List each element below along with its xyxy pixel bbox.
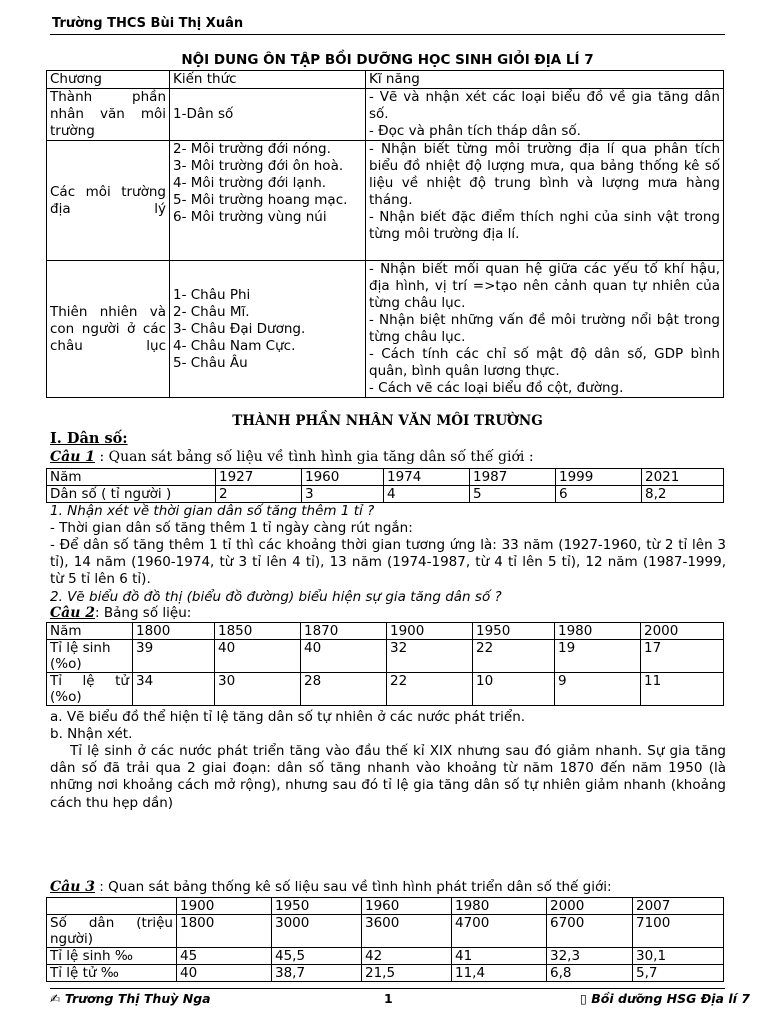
- table-cell: 3: [302, 486, 384, 503]
- chapter-cell: [47, 261, 170, 398]
- header-cell: Kĩ năng: [366, 71, 724, 89]
- knowledge-item: 4- Châu Nam Cực.: [173, 337, 296, 354]
- answer-paragraph: - Để dân số tăng thêm 1 tỉ thì các khoảng thời gian tương ứng là: 33 năm (1927-1960, từ 2 tỉ lên 3 tỉ), 14 năm (1960-1974, từ 3 tỉ lên 4 tỉ), 13 năm (1974-1987, từ 4 tỉ lên 5 tỉ), 12 năm (1987-1999, từ 5 tỉ lên 6 tỉ).: [50, 537, 726, 588]
- table-cell: 30: [215, 673, 301, 706]
- knowledge-item: 6- Môi trường vùng núi: [173, 209, 327, 225]
- book-icon: ▯: [580, 991, 587, 1006]
- subject-name: Bồi dưỡng HSG Địa lí 7: [591, 991, 750, 1006]
- table-row: [47, 965, 724, 982]
- chapter-cell: Thành phần nhân văn môi trường: [47, 89, 170, 141]
- table-cell: 11: [641, 673, 724, 706]
- table-cell: 2007: [633, 898, 724, 915]
- table-row: [47, 89, 724, 141]
- table-cell: 17: [641, 640, 724, 673]
- table-cell: 38,7: [272, 965, 362, 982]
- skills-cell: [366, 141, 724, 261]
- table-row: [47, 623, 724, 640]
- skill-item: - Nhận biệt những vấn đề môi trường nổi bật trong từng châu lục.: [369, 312, 720, 345]
- footer-subject: [580, 991, 750, 1006]
- knowledge-item: 2- Châu Mĩ.: [173, 303, 250, 320]
- table-cell: 1900: [177, 898, 272, 915]
- skill-item: - Nhận biết từng môi trường địa lí qua phân tích biểu đồ nhiệt độ lượng mưa, qua bảng thống kê số liệu về nhiệt độ trung bình và lượng mưa hàng tháng.: [369, 141, 720, 208]
- knowledge-item: 5- Môi trường hoang mạc.: [173, 192, 348, 208]
- school-name: Trường THCS Bùi Thị Xuân: [52, 16, 244, 31]
- knowledge-item: 1-Dân số: [173, 106, 234, 122]
- question-label: Câu 2: [50, 605, 96, 621]
- table-cell: Tỉ lệ tử (%o): [47, 673, 133, 706]
- table-cell: 1927: [216, 469, 302, 486]
- table-cell: Tỉ lệ sinh (%o): [47, 640, 133, 673]
- knowledge-item: 4- Môi trường đới lạnh.: [173, 175, 327, 191]
- knowledge-cell: [170, 141, 366, 261]
- header-cell: Kiến thức: [170, 71, 366, 89]
- table-cell: 1870: [301, 623, 387, 640]
- question-1-part-2: 2. Vẽ biểu đồ đồ thị (biểu đồ đường) biểu hiện sự gia tăng dân số ?: [50, 589, 502, 605]
- question-text: : Quan sát bảng số liệu về tình hình gia tăng dân số thế giới :: [95, 449, 534, 465]
- table-cell: 6700: [547, 915, 633, 948]
- table-cell: 2: [216, 486, 302, 503]
- document-title: NỘI DUNG ÔN TẬP BỒI DƯỠNG HỌC SINH GIỎI ĐỊA LÍ 7: [181, 52, 594, 68]
- table-cell: 42: [362, 948, 452, 965]
- table-row: [47, 898, 724, 915]
- chapter-cell: [47, 141, 170, 261]
- table-cell: 1974: [384, 469, 470, 486]
- footer-rule: [50, 988, 725, 989]
- table-cell: 45: [177, 948, 272, 965]
- author-name: Trương Thị Thuỳ Nga: [64, 991, 211, 1006]
- skill-item: - Đọc và phân tích tháp dân số.: [369, 123, 581, 139]
- table-cell: 19: [555, 640, 641, 673]
- section-heading: I. Dân số:: [50, 430, 128, 447]
- pen-icon: ✍: [50, 991, 61, 1006]
- page-number: 1: [384, 991, 393, 1006]
- table-cell: 30,1: [633, 948, 724, 965]
- table-cell: 11,4: [452, 965, 547, 982]
- table-cell: 1800: [177, 915, 272, 948]
- knowledge-item: 2- Môi trường đới nóng.: [173, 141, 331, 157]
- table-cell: 8,2: [642, 486, 724, 503]
- skills-cell: [366, 261, 724, 398]
- table-cell: 22: [473, 640, 555, 673]
- chapter-text: Các môi trường địa lý: [50, 183, 166, 217]
- answer-paragraph: Tỉ lệ sinh ở các nước phát triển tăng vào đầu thế kỉ XIX nhưng sau đó giảm nhanh. Sự gia tăng dân số đã trải qua 2 giai đoạn: dân số tăng nhanh vào khoảng từ năm 1870 đến năm 1950 (là những nơi khoảng cách mở rộng), nhưng sau đó tỉ lệ gia tăng dân số tự nhiên giảm nhanh (khoảng cách thu hẹp dần): [50, 743, 726, 811]
- table-cell: Tỉ lệ sinh ‰: [47, 948, 177, 965]
- section-title: THÀNH PHẦN NHÂN VĂN MÔI TRƯỜNG: [232, 413, 543, 429]
- skill-item: - Nhận biết đặc điểm thích nghi của sinh vật trong từng môi trường địa lí.: [369, 209, 720, 242]
- table-cell: 34: [133, 673, 215, 706]
- knowledge-cell: [170, 89, 366, 141]
- table-cell: 45,5: [272, 948, 362, 965]
- header-cell: Chương: [47, 71, 170, 89]
- table-row: [47, 948, 724, 965]
- table-cell: 39: [133, 640, 215, 673]
- table-cell: 1800: [133, 623, 215, 640]
- skill-item: - Nhận biết mối quan hệ giữa các yếu tố khí hậu, địa hình, vị trí =>tạo nên cảnh quan tự nhiên của từng châu lục.: [369, 261, 720, 311]
- table-cell: Số dân (triệu người): [47, 915, 177, 948]
- skill-item: - Cách vẽ các loại biểu đồ cột, đường.: [369, 380, 624, 396]
- table-cell: 21,5: [362, 965, 452, 982]
- table-row: [47, 640, 724, 673]
- table-cell: Tỉ lệ tử ‰: [47, 965, 177, 982]
- table-cell: 1850: [215, 623, 301, 640]
- answer-line: - Thời gian dân số tăng thêm 1 tỉ ngày càng rút ngắn:: [50, 520, 413, 536]
- question-label: Câu 1: [50, 449, 96, 465]
- skill-item: - Vẽ và nhận xét các loại biểu đồ về gia tăng dân số.: [369, 89, 720, 122]
- table-cell: 40: [177, 965, 272, 982]
- question-text: : Bảng số liệu:: [95, 605, 192, 621]
- table-cell: 7100: [633, 915, 724, 948]
- table-row: [47, 915, 724, 948]
- knowledge-cell: [170, 261, 366, 398]
- world-population-table: [46, 897, 724, 982]
- table-cell: 1999: [556, 469, 642, 486]
- table-row: [47, 486, 724, 503]
- table-row: [47, 141, 724, 261]
- question-label: Câu 3: [50, 879, 96, 895]
- table-row: [47, 673, 724, 706]
- table-cell: Năm: [47, 469, 216, 486]
- table-cell: 2021: [642, 469, 724, 486]
- table-cell: Dân số ( tỉ người ): [47, 486, 216, 503]
- question-2-part-a: a. Vẽ biểu đồ thể hiện tỉ lệ tăng dân số tự nhiên ở các nước phát triển.: [50, 709, 526, 725]
- question-1-part-1: 1. Nhận xét về thời gian dân số tăng thêm 1 tỉ ?: [50, 503, 375, 519]
- table-cell: 4700: [452, 915, 547, 948]
- table-cell: [47, 898, 177, 915]
- syllabus-table: [46, 70, 724, 398]
- footer-author: [50, 991, 211, 1006]
- table-cell: 40: [215, 640, 301, 673]
- table-cell: 1950: [272, 898, 362, 915]
- table-cell: 5,7: [633, 965, 724, 982]
- table-cell: 10: [473, 673, 555, 706]
- table-cell: 32,3: [547, 948, 633, 965]
- table-cell: 41: [452, 948, 547, 965]
- table-cell: 1980: [555, 623, 641, 640]
- table-cell: 6: [556, 486, 642, 503]
- table-cell: 5: [470, 486, 556, 503]
- question-2-part-b: b. Nhận xét.: [50, 726, 133, 742]
- table-cell: 1987: [470, 469, 556, 486]
- birth-death-rate-table: [46, 622, 724, 706]
- table-cell: 4: [384, 486, 470, 503]
- question-3-prompt: [50, 879, 612, 895]
- table-cell: 32: [387, 640, 473, 673]
- table-cell: 3600: [362, 915, 452, 948]
- skills-cell: [366, 89, 724, 141]
- chapter-text: Thiên nhiên và con người ở các châu lục: [50, 303, 166, 354]
- population-table: [46, 468, 724, 503]
- table-cell: 6,8: [547, 965, 633, 982]
- table-cell: Năm: [47, 623, 133, 640]
- table-cell: 1980: [452, 898, 547, 915]
- question-2-prompt: [50, 605, 191, 621]
- table-row: [47, 261, 724, 398]
- table-cell: 1950: [473, 623, 555, 640]
- table-cell: 9: [555, 673, 641, 706]
- skill-item: - Cách tính các chỉ số mật độ dân số, GDP bình quân, bình quân lương thực.: [369, 346, 720, 379]
- knowledge-item: 3- Châu Đại Dương.: [173, 320, 306, 337]
- table-cell: 2000: [547, 898, 633, 915]
- table-cell: 40: [301, 640, 387, 673]
- knowledge-item: 3- Môi trường đới ôn hoà.: [173, 158, 344, 174]
- table-row: [47, 469, 724, 486]
- question-text: : Quan sát bảng thống kê số liệu sau về tình hình phát triển dân số thế giới:: [95, 879, 612, 895]
- table-cell: 1900: [387, 623, 473, 640]
- table-cell: 1960: [362, 898, 452, 915]
- table-cell: 2000: [641, 623, 724, 640]
- table-header-row: [47, 71, 724, 89]
- knowledge-item: 1- Châu Phi: [173, 286, 251, 303]
- question-1-prompt: [50, 449, 534, 465]
- header-rule: [50, 34, 725, 35]
- knowledge-item: 5- Châu Âu: [173, 354, 248, 371]
- table-cell: 28: [301, 673, 387, 706]
- table-cell: 1960: [302, 469, 384, 486]
- table-cell: 3000: [272, 915, 362, 948]
- table-cell: 22: [387, 673, 473, 706]
